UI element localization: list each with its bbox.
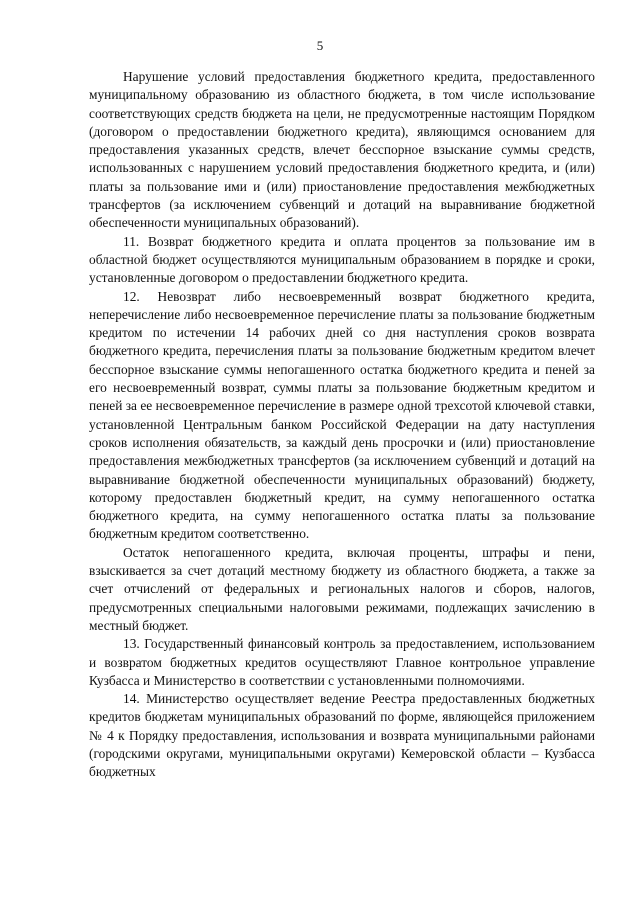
paragraph-violation-consequences: Нарушение условий предоставления бюджетного кредита, предоставленного муниципальному образованию из областного бюджета, в том числе использование соответствующих средств бюджета на цели, не предусмотренные настоящим Порядком (договором о предоставлении бюджетного кредита), являющимся основанием для предоставления указанных средств, влечет бесспорное взыскание суммы средств, использованных с нарушением условий предоставления бюджетного кредита, и (или) платы за пользование ими и (или) приостановление предоставления межбюджетных трансфертов (за исключением субвенций и дотаций на выравнивание бюджетной обеспеченности муниципальных образований). (89, 69, 595, 231)
paragraph-outstanding-balance: Остаток непогашенного кредита, включая проценты, штрафы и пени, взыскивается за счет дотаций местному бюджету из областного бюджета, а также за счет отчислений от федеральных и региональных налогов и сборов, налогов, предусмотренных специальными налоговыми режимами, подлежащих зачислению в местный бюджет. (89, 544, 595, 633)
document-body (89, 68, 595, 782)
paragraph-14-credit-registry: 14. Министерство осуществляет ведение Реестра предоставленных бюджетных кредитов бюджетам муниципальных образований по форме, являющейся приложением № 4 к Порядку предоставления, использования и возврата муниципальными районами (городскими округами, муниципальными округами) Кемеровской области – Кузбасса бюджетных (89, 691, 595, 780)
paragraph-13-financial-control: 13. Государственный финансовый контроль за предоставлением, использованием и возвратом бюджетных кредитов осуществляют Главное контрольное управление Кузбасса и Министерство в соответствии с установленными полномочиями. (89, 636, 595, 688)
page-number: 5 (316, 38, 324, 53)
paragraph-12-non-repayment: 12. Невозврат либо несвоевременный возврат бюджетного кредита, неперечисление либо несвоевременное перечисление платы за пользование бюджетным кредитом по истечении 14 рабочих дней со дня наступления сроков возврата бюджетного кредита, перечисления платы за пользование бюджетным кредитом влечет бесспорное взыскание суммы непогашенного остатка бюджетного кредита и пеней за его несвоевременный возврат, суммы платы за пользование бюджетным кредитом и пеней за ее несвоевременное перечисление в размере одной трехсотой ключевой ставки, установленной Центральным банком Российской Федерации на дату наступления сроков исполнения обязательств, за каждый день просрочки и (или) приостановление предоставления межбюджетных трансфертов (за исключением субвенций и дотаций на выравнивание бюджетной обеспеченности муниципальных образований) бюджету, которому предоставлен бюджетный кредит, на сумму непогашенного остатка бюджетного кредита, на сумму непогашенного остатка платы за пользование бюджетным кредитом соответственно. (89, 288, 595, 542)
paragraph-11-credit-repayment: 11. Возврат бюджетного кредита и оплата процентов за пользование им в областной бюджет осуществляются муниципальным образованием в порядке и сроки, установленные договором о предоставлении бюджетного кредита. (89, 233, 595, 286)
